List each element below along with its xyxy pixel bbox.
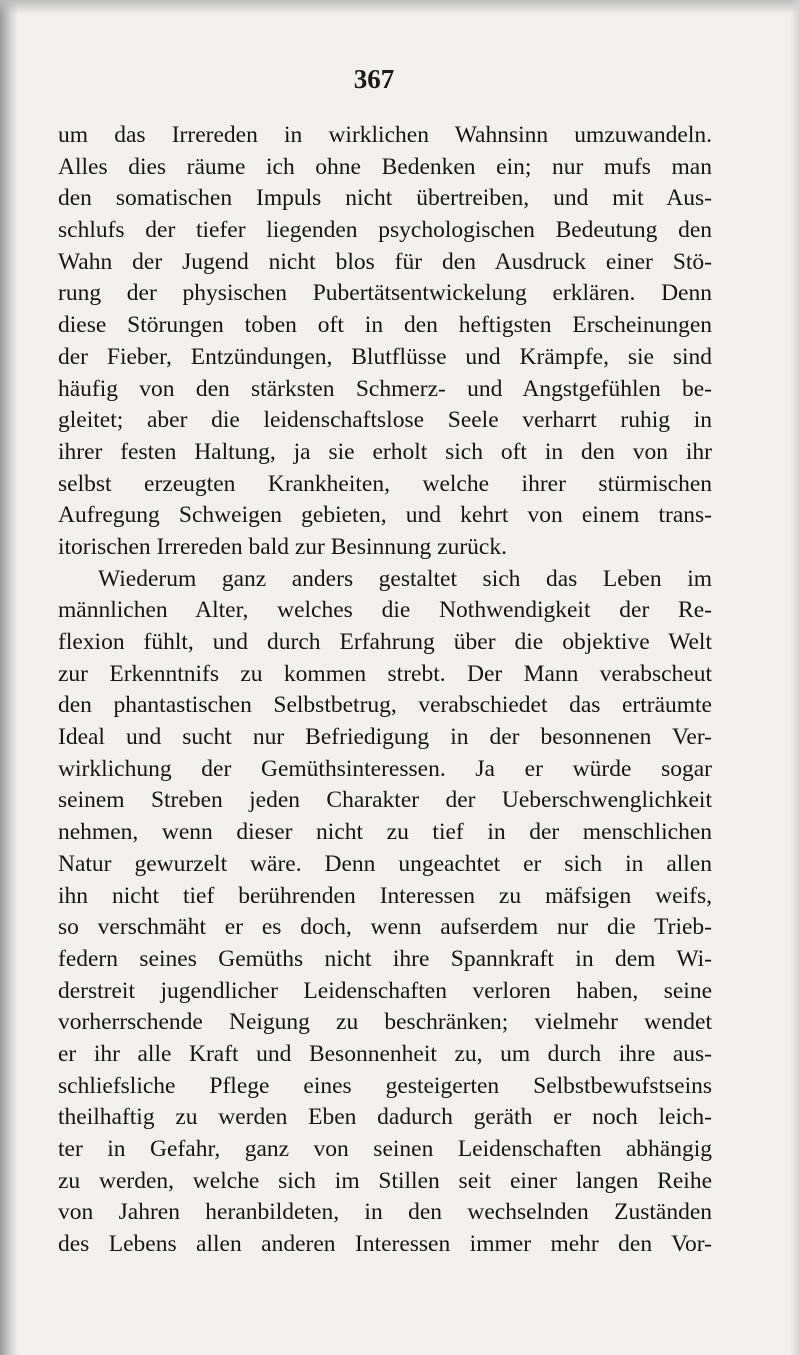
text-line: theilhaftig zu werden Eben dadurch geräth er noch leich- [58, 1104, 712, 1131]
text-line: männlichen Alter, welches die Nothwendigkeit der Re- [58, 597, 712, 624]
text-line: schliefsliche Pflege eines gesteigerten Selbstbewufstseins [58, 1072, 712, 1099]
text-line: nehmen, wenn dieser nicht zu tief in der menschlichen [58, 819, 712, 846]
text-line: Natur gewurzelt wäre. Denn ungeachtet er sich in allen [58, 850, 712, 877]
text-line: schlufs der tiefer liegenden psychologischen Bedeutung den [58, 217, 712, 244]
text-line: ihn nicht tief berührenden Interessen zu mäfsigen weifs, [58, 882, 712, 909]
text-line: von Jahren heranbildeten, in den wechselnden Zuständen [58, 1199, 712, 1226]
text-line-paragraph-start: Wiederum ganz anders gestaltet sich das Leben im [98, 565, 712, 592]
text-line: diese Störungen toben oft in den heftigsten Erscheinungen [58, 312, 712, 339]
text-line: selbst erzeugten Krankheiten, welche ihrer stürmischen [58, 470, 712, 497]
text-line: ter in Gefahr, ganz von seinen Leidenschaften abhängig [58, 1136, 712, 1162]
page-number: 367 [353, 64, 395, 94]
text-line: vorherrschende Neigung zu beschränken; vielmehr wendet [58, 1009, 712, 1036]
page-shadow-right [790, 0, 800, 1355]
text-line: seinem Streben jeden Charakter der Ueberschwenglichkeit [58, 787, 712, 814]
text-line: flexion fühlt, und durch Erfahrung über die objektive Welt [58, 629, 712, 655]
page-shadow-top [0, 0, 800, 14]
text-line: zur Erkenntnifs zu kommen strebt. Der Mann verabscheut [58, 660, 712, 687]
text-line: Wahn der Jugend nicht blos für den Ausdruck einer Stö- [58, 248, 712, 275]
text-line: Alles dies räume ich ohne Bedenken ein; nur mufs man [58, 153, 712, 180]
text-line: den phantastischen Selbstbetrug, verabschiedet das erträumte [58, 692, 712, 719]
text-line: rung der physischen Pubertätsentwickelung erklären. Denn [58, 280, 712, 307]
text-line: des Lebens allen anderen Interessen immer mehr den Vor- [58, 1231, 712, 1258]
text-line: wirklichung der Gemüthsinteressen. Ja er würde sogar [58, 755, 712, 782]
text-line: Ideal und sucht nur Befriedigung in der besonnenen Ver- [58, 724, 712, 751]
text-line-paragraph-end: itorischen Irrereden bald zur Besinnung zurück. [58, 533, 507, 560]
text-line: um das Irrereden in wirklichen Wahnsinn umzuwandeln. [58, 122, 712, 148]
page-shadow-left [0, 0, 18, 1355]
text-line: der Fieber, Entzündungen, Blutflüsse und Krämpfe, sie sind [58, 343, 712, 370]
text-line: so verschmäht er es doch, wenn aufserdem nur die Trieb- [58, 914, 712, 941]
text-line: federn seines Gemüths nicht ihre Spannkraft in dem Wi- [58, 945, 712, 972]
text-line: er ihr alle Kraft und Besonnenheit zu, um durch ihre aus- [58, 1040, 712, 1067]
text-line: gleitet; aber die leidenschaftslose Seele verharrt ruhig in [58, 407, 712, 434]
text-line: ihrer festen Haltung, ja sie erholt sich oft in den von ihr [58, 438, 712, 465]
text-line: häufig von den stärksten Schmerz- und Angstgefühlen be- [58, 375, 712, 402]
text-line: Aufregung Schweigen gebieten, und kehrt von einem trans- [58, 502, 712, 529]
text-line: zu werden, welche sich im Stillen seit einer langen Reihe [58, 1167, 712, 1194]
text-line: den somatischen Impuls nicht übertreiben, und mit Aus- [58, 185, 712, 212]
text-line: derstreit jugendlicher Leidenschaften verloren haben, seine [58, 977, 712, 1004]
body-text [58, 120, 712, 1261]
